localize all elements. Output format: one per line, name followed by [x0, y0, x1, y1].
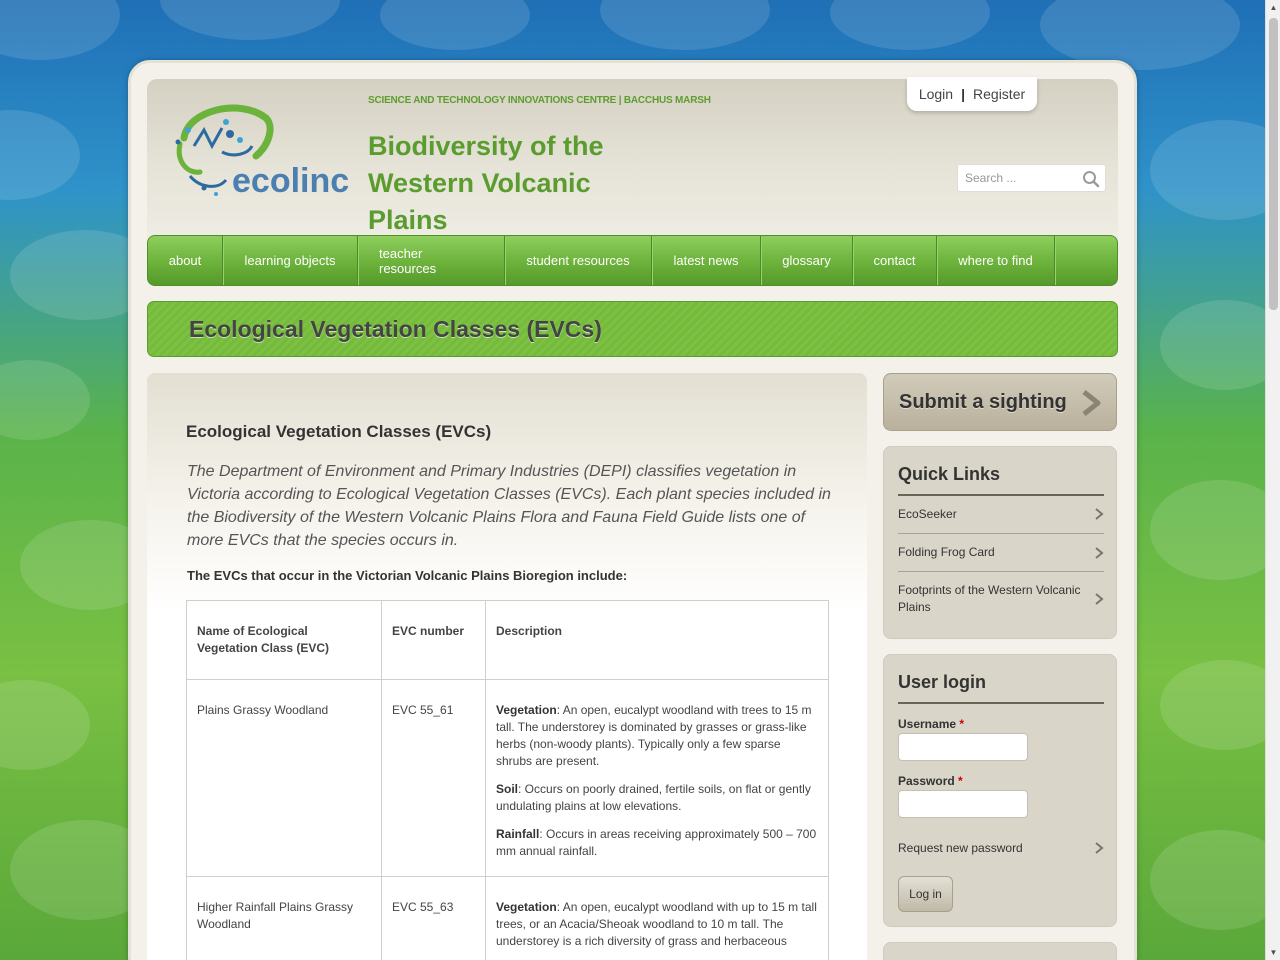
page-scrollbar[interactable] [1265, 0, 1280, 960]
chevron-right-icon [1094, 547, 1104, 559]
register-link[interactable]: Register [973, 86, 1026, 102]
auth-separator: | [961, 86, 966, 102]
evc-description: Vegetation: An open, eucalypt woodland with up to 15 m tall trees, or an Acacia/Sheoak woodland to 10 m tall. The understorey is a rich diversity of grass and herbaceous [486, 877, 829, 960]
table-row [187, 877, 829, 960]
password-label: Password * [898, 774, 963, 788]
search-box [957, 164, 1106, 192]
sidebar-next-block [883, 942, 1117, 960]
submit-sighting-label: Submit a sighting [899, 390, 1067, 413]
password-field[interactable] [898, 790, 1028, 818]
quick-link-folding-frog-card[interactable]: Folding Frog Card [898, 533, 1104, 571]
user-login-block [883, 654, 1117, 927]
evc-number: EVC 55_63 [382, 877, 486, 960]
main-nav [147, 235, 1118, 286]
user-login-divider [898, 702, 1104, 704]
nav-item-student-resources[interactable]: student resources [505, 236, 652, 285]
nav-item-about[interactable]: about [148, 236, 223, 285]
site-title[interactable]: Biodiversity of the Western Volcanic Plains [368, 131, 604, 235]
column-header-number: EVC number [382, 601, 486, 680]
table-row [187, 680, 829, 877]
column-header-description: Description [486, 601, 829, 680]
page-title: Ecological Vegetation Classes (EVCs) [189, 316, 602, 342]
log-in-button[interactable]: Log in [898, 876, 953, 912]
nav-item-latest-news[interactable]: latest news [652, 236, 761, 285]
chevron-right-icon [1094, 508, 1104, 520]
evc-description: Vegetation: An open, eucalypt woodland with trees to 15 m tall. The understorey is dominated by grasses or grass-like herbs (non-woody plants). Typically only a few sparse shrubs are present. Soil: Occurs on poorly drained, fertile soils, on flat or gently undulating plains at low elevations. Rainfall: Occurs in areas receiving approximately 500 – 700 mm annual rainfall. [486, 680, 829, 877]
table-header-row [187, 601, 829, 680]
evc-name: Plains Grassy Woodland [187, 680, 382, 877]
request-password-link[interactable]: Request new password [898, 835, 1104, 861]
content-heading: Ecological Vegetation Classes (EVCs) [186, 422, 492, 441]
evc-name: Higher Rainfall Plains Grassy Woodland [187, 877, 382, 960]
table-lead-text: The EVCs that occur in the Victorian Volcanic Plains Bioregion include: [187, 568, 628, 583]
ecolinc-logo[interactable] [170, 100, 350, 205]
column-header-name: Name of Ecological Vegetation Class (EVC) [187, 601, 382, 680]
quick-links-title: Quick Links [898, 464, 1001, 484]
nav-item-glossary[interactable]: glossary [761, 236, 853, 285]
username-field[interactable] [898, 733, 1028, 761]
page-title-banner [147, 301, 1118, 357]
user-login-title: User login [898, 672, 987, 692]
quick-links-block [883, 446, 1117, 639]
scroll-up-icon[interactable]: ▲ [1269, 3, 1278, 12]
scroll-thumb[interactable] [1269, 18, 1278, 310]
quick-link-footprints[interactable]: Footprints of the Western Volcanic Plains [898, 571, 1104, 625]
search-icon[interactable] [1082, 170, 1100, 188]
submit-sighting-button[interactable] [883, 373, 1117, 431]
nav-item-learning-objects[interactable]: learning objects [223, 236, 358, 285]
auth-links [907, 77, 1037, 111]
nav-item-teacher-resources[interactable]: teacher resources [358, 236, 505, 285]
main-content [147, 373, 867, 960]
scroll-down-icon[interactable]: ▼ [1269, 948, 1278, 957]
chevron-right-icon [1094, 593, 1104, 605]
login-link[interactable]: Login [918, 86, 954, 102]
chevron-right-icon [1080, 389, 1102, 417]
chevron-right-icon [1094, 842, 1104, 854]
search-input[interactable] [965, 171, 1080, 185]
username-label: Username * [898, 717, 965, 731]
evc-table [186, 600, 829, 960]
intro-paragraph: The Department of Environment and Primary Industries (DEPI) classifies vegetation in Victoria according to Ecological Vegetation Classes (EVCs). Each plant species included in the Biodiversity of the Western Volcanic Plains Flora and Fauna Field Guide lists one of more EVCs that the species occurs in. [187, 463, 831, 549]
logo-wordmark: ecolinc [232, 162, 350, 200]
quick-link-ecoseeker[interactable]: EcoSeeker [898, 495, 1104, 533]
evc-number: EVC 55_61 [382, 680, 486, 877]
site-tagline: SCIENCE AND TECHNOLOGY INNOVATIONS CENTRE | BACCHUS MARSH [368, 95, 711, 106]
nav-item-contact[interactable]: contact [853, 236, 937, 285]
nav-item-where-to-find[interactable]: where to find [937, 236, 1055, 285]
